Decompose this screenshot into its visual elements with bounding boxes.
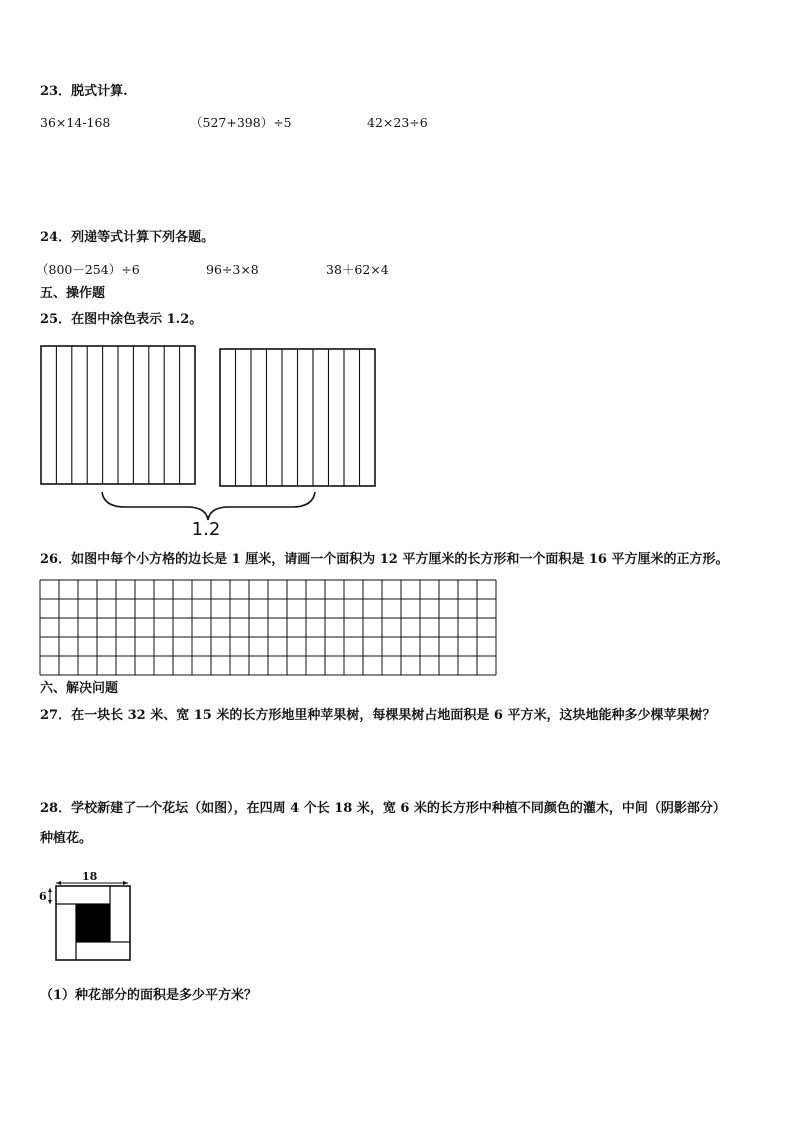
curly-brace bbox=[102, 492, 315, 520]
q26-title: 26．如图中每个小方格的边长是 1 厘米，请画一个面积为 12 平方厘米的长方形和一个面积是 16 平方厘米的正方形。 bbox=[40, 552, 729, 567]
q27-title: 27．在一块长 32 米、宽 15 米的长方形地里种苹果树，每棵果树占地面积是 6 平方米，这块地能种多少棵苹果树？ bbox=[40, 708, 716, 723]
tenths-rectangle-left[interactable] bbox=[41, 346, 195, 484]
q23-title: 23．脱式计算. bbox=[40, 84, 128, 99]
brace-label: 1.2 bbox=[191, 519, 221, 540]
shaded-center bbox=[76, 904, 110, 942]
q24-title: 24．列递等式计算下列各题。 bbox=[40, 230, 215, 245]
length-label: 18 bbox=[82, 870, 98, 883]
q23-expr-1: 36×14-168 bbox=[40, 115, 111, 130]
tenths-rectangle-right[interactable] bbox=[220, 349, 375, 486]
q23-expr-3: 42×23÷6 bbox=[367, 115, 428, 130]
section-5-heading: 五、操作题 bbox=[40, 286, 106, 301]
flowerbed-figure bbox=[36, 866, 136, 966]
q28-sub-question-1: （1）种花部分的面积是多少平方米？ bbox=[40, 988, 258, 1003]
q24-expr-2: 96÷3×8 bbox=[206, 262, 259, 277]
width-label: 6 bbox=[39, 890, 47, 903]
section-6-heading: 六、解决问题 bbox=[40, 681, 119, 696]
q24-expr-3: 38＋62×4 bbox=[326, 262, 389, 277]
square-grid[interactable] bbox=[40, 580, 496, 675]
q28-title-line1: 28．学校新建了一个花坛（如图），在四周 4 个长 18 米，宽 6 米的长方形中种植不同颜色的灌木，中间（阴影部分） bbox=[40, 801, 726, 816]
q25-title: 25．在图中涂色表示 1.2。 bbox=[40, 312, 203, 327]
q25-figure bbox=[0, 0, 794, 560]
q24-expr-1: （800－254）÷6 bbox=[36, 262, 140, 277]
q28-title-line2: 种植花。 bbox=[40, 831, 93, 846]
q23-expr-2: （527+398）÷5 bbox=[190, 115, 292, 130]
